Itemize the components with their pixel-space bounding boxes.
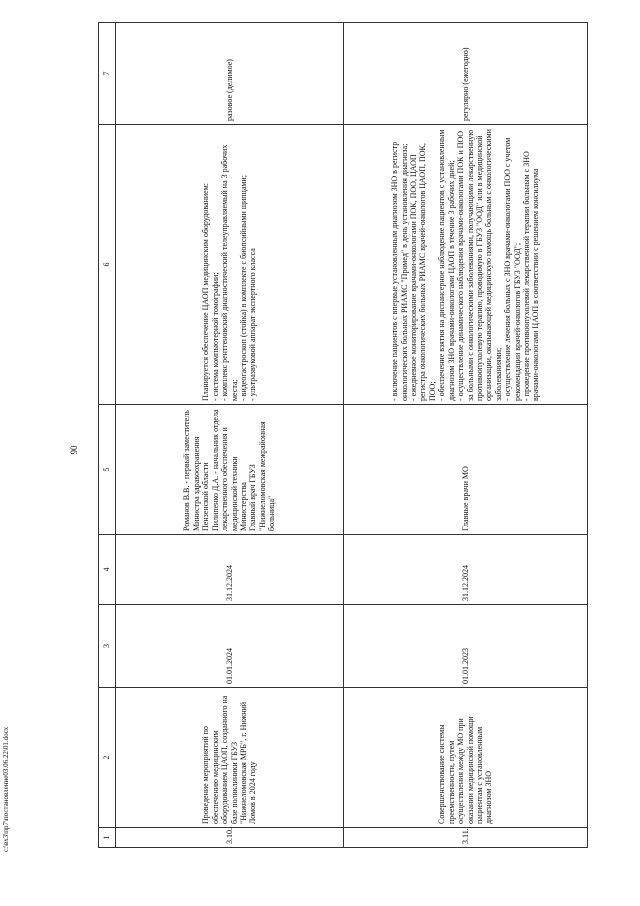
start-date: 01.01.2023 (344, 605, 588, 688)
result-line: - включение пациентов с впервые установленным диагнозом ЗНО в регистр онкологических больных РИАМС "Промед" в день установления диагноза; (390, 141, 409, 401)
column-header: 4 (99, 535, 116, 605)
responsible-persons (344, 405, 588, 535)
column-header: 7 (99, 23, 116, 125)
measure-name: Совершенствование системы преемственности, путем осуществления между МО при оказании медицинской помощи пациентам с установленным диагнозом ЗНО (344, 688, 588, 828)
rotated-table-container (98, 23, 588, 848)
responsible-line: Пилипенко Д.А. - начальник отдела лекарственного обеспечения и медицинской техники Министерства (210, 409, 248, 531)
row-number: 3.11. (344, 828, 588, 848)
action-plan-table (98, 22, 588, 848)
start-date: 01.01.2024 (116, 605, 344, 688)
result-line: - комплекс рентгеновский диагностический телеуправляемый на 3 рабочих места; (220, 144, 239, 401)
result-line: - система компьютерной томографии; (210, 272, 220, 401)
measure-name: Проведение мероприятий по обеспечению медицинским оборудованием ЦАОП, созданного на базе поликлиники ГБУЗ "Нижнеломовская МРБ", г. Нижний Ломов в 2024 году (116, 688, 344, 828)
result-line: - осуществление лечения больных с ЗНО врачами-онкологами ПОО с учетом рекомендации врачей-онкологов ГБУЗ "ООД"; (503, 137, 522, 401)
row-number: 3.10. (116, 828, 344, 848)
table-row (344, 23, 588, 848)
column-header: 2 (99, 688, 116, 828)
frequency: разовое (делимое) (116, 23, 344, 125)
frequency: регулярно (ежегодно) (344, 23, 588, 125)
end-date: 31.12.2024 (116, 535, 344, 605)
result-line: - обеспечение взятия на диспансерное наблюдение пациентов с установленным диагнозом ЗНО врачами-онкологами ЦАОП в течение 3 рабочих дней; (437, 129, 456, 401)
result-line: - ежедневное мониторирование врачами-онкологами ПОК, ПОО, ЦАОП регистра онкологических больных РИАМС врачей-онкологов ЦАОП, ПОК, ПОО; (409, 143, 437, 401)
responsible-line: Романов В.В. - первый заместитель Министра здравоохранения Пензенской области (182, 410, 211, 531)
responsible-line: Главный врач ГБУЗ "Нижнеломовская межрайонная больница" (248, 421, 277, 531)
end-date: 31.12.2024 (344, 535, 588, 605)
expected-result (116, 125, 344, 405)
result-line: - осуществление динамического наблюдения врачами-онкологами ПОК и ПОО за больными с онкологическими заболеваниями, получающими лекарственную противоопухолевую терапию, проводимую в ГБУЗ "ООД" или в медицинской организации, оказывающей медицинскую помощь больным с онкологическими заболеваниями; (456, 129, 503, 401)
column-header: 5 (99, 405, 116, 535)
responsible-line: Главные врачи МО (460, 466, 470, 531)
responsible-persons (116, 405, 344, 535)
table-row (116, 23, 344, 848)
expected-result (344, 125, 588, 405)
result-line: Планируется обеспечение ЦАОП медицинским оборудованием: (201, 183, 211, 401)
result-line: - видеогастроскоп (стойка) в комплекте с биопсийными щипцами; (238, 175, 248, 401)
header-row (99, 23, 116, 848)
column-header: 6 (99, 125, 116, 405)
result-line: - проведение противоопухолевой лекарственной терапии больным с ЗНО врачами-онкологами ЦАОП в соответствии с решением консилиума (521, 151, 541, 401)
page-number: 90 (69, 445, 79, 455)
result-line: - ультразвуковой аппарат экспертного класса (248, 248, 258, 401)
column-header: 1 (99, 828, 116, 848)
footer-file-path: c:\вх3\пр7\постановление03.06.22\01.docx (2, 726, 10, 852)
column-header: 3 (99, 605, 116, 688)
